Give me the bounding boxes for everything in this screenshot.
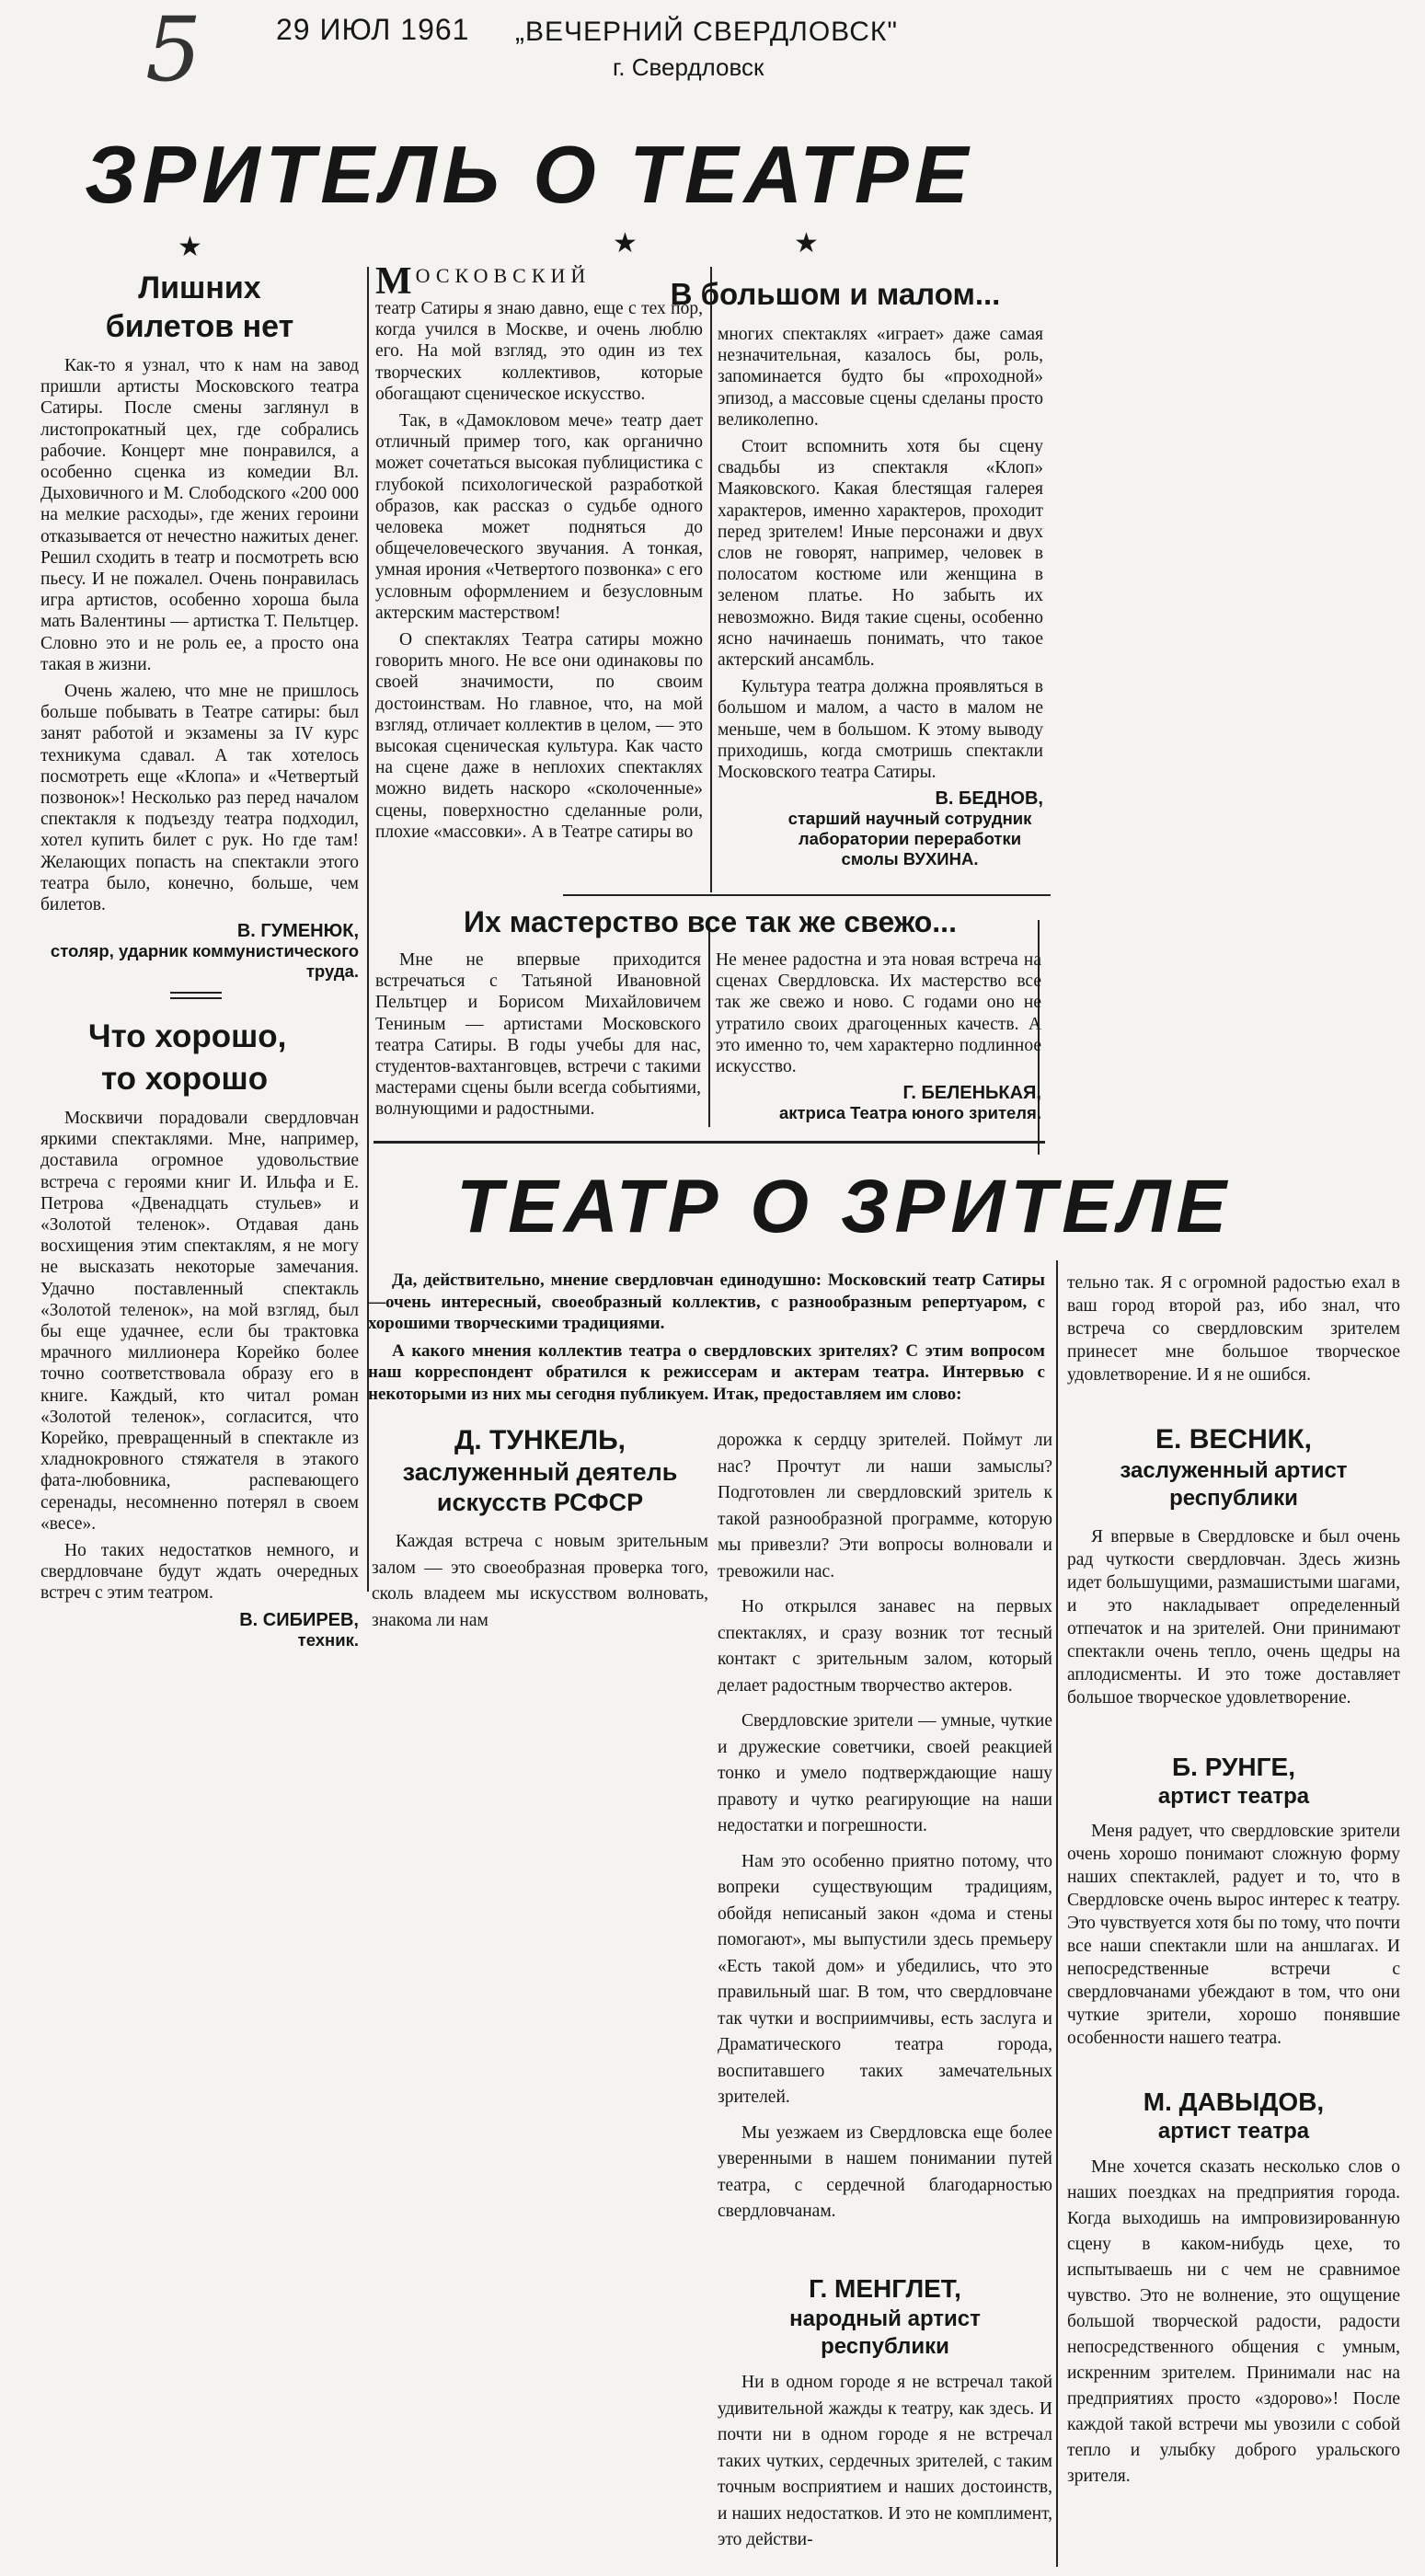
article-headline: В большом и малом...	[670, 277, 1001, 311]
article-body	[375, 260, 703, 843]
paragraph: Очень жалею, что мне не пришлось больше побывать в Театре сатиры: был занят работой и экзамены за IV курс техникума сдавал. А так хотелось посмотреть еще «Клопа» и «Четвертый позвонок»! Несколько раз перед началом спектакля к подъезду театра подходил, хотел купить билет с рук. Но где там! Желающих попасть на спектакли этого театра было, конечно, больше, чем билетов.	[40, 682, 359, 915]
paragraph: Стоит вспомнить хотя бы сцену свадьбы из спектакля «Клоп» Маяковского. Какая блестящая галерея характеров, именно характеров, проходит перед зрителем! Иные персонажи и двух слов не говорят, например, человек в полосатом костюме или женщина в зеленом платье. Но забыть их невозможно. Видя такие сцены, особенно ясно начинаешь понимать, что такое актерский ансамбль.	[718, 437, 1043, 671]
paragraph: театр Сатиры я знаю давно, еще с тех пор, когда учился в Москве, и очень люблю его. На мой взгляд, это один из тех творческих коллективов, которые обогащают сценическое искусство.	[375, 299, 703, 404]
author-name: В. ГУМЕНЮК,	[236, 921, 359, 942]
paragraph: А какого мнения коллектив театра о свердловских зрителях? С этим вопросом наш корреспондент обратился к режиссерам и актерам театра. Интервью с некоторыми из них мы сегодня публикуем. Итак, предоставляем им слово:	[368, 1340, 1045, 1404]
interviewee-name: М. ДАВЫДОВ,	[1143, 2087, 1325, 2116]
interview-body	[372, 1529, 708, 1634]
star-ornament: ★	[613, 228, 638, 259]
interview-body	[1067, 1820, 1400, 2050]
paragraph: Так, в «Дамокловом мече» театр дает отличный пример того, как органично может сочетаться высокая публицистика с глубокой психологической разработкой образов, как рассказ о судьбе одного человека может подняться до общечеловеческого звучания. А тонкая, умная ирония «Четвертого позвонка» с его условным оформлением и безусловным актерским мастерством!	[375, 411, 703, 623]
paragraph: Но открылся занавес на первых спектаклях, и сразу возник тот тесный контакт с зрительным залом, который делает радостным творчество актеров.	[718, 1597, 1052, 1696]
author-position: старший научный сотрудник лаборатории переработки смолы ВУХИНА.	[787, 809, 1032, 869]
paragraph: Москвичи порадовали свердловчан яркими спектаклями. Мне, например, доставила огромное удовольствие встреча с героями книг И. Ильфа и Е. Петрова «Двенадцать стульев» и «Золотой теленок». Отдавая дань восхищения этим спектаклям, я не могу не высказать некоторые замечания. Удачно поставленный спектакль «Золотой теленок», на мой взгляд, был бы еще удачнее, если бы трактовка мрачного миллионера Корейко более точно соответствовала образу его в книге. Каждый, кто читал роман «Золотой теленок», согласится, что Корейко, превращенный в спектакле из хладнокровного стяжателя в этакого фата-любовника, распевающего серенады, несомненно потерял в своем «весе».	[40, 1109, 359, 1534]
article-signature	[718, 788, 1043, 869]
author-name: В. БЕДНОВ,	[935, 788, 1043, 810]
author-position: столяр, ударник коммунистического труда.	[50, 941, 359, 982]
article-headline	[40, 1016, 359, 1100]
interviewee-title: заслуженный артист республики	[1120, 1458, 1348, 1511]
headline-line: то хорошо	[101, 1061, 269, 1097]
column-divider	[1056, 1260, 1058, 2567]
interview-body	[718, 2370, 1052, 2554]
article-body-right	[716, 949, 1041, 1077]
article-signature	[716, 1083, 1041, 1123]
author-position: техник.	[297, 1629, 359, 1650]
interview-body	[1067, 2155, 1400, 2490]
paragraph: О спектаклях Театра сатиры можно говорить много. Не все они одинаковы по своей значимости, по своим достоинствам. Но главное, что, на мой взгляд, отличает коллектив в целом, — это высокая сценическая культура. Как часто на сцене даже в неплохих спектаклях можно видеть наскоро «сколоченные» сцены, поверхностно сделанные роли, плохие «массовки». А в Театре сатиры во	[375, 630, 703, 842]
paragraph: Нам это особенно приятно потому, что вопреки существующим традициям, обойдя неписаный закон «дома и стены помогают», мы выпустили здесь премьеру «Есть такой дом» и убедились, что это правильный шаг. В том, что свердловчане так чутки и восприимчивы, есть заслуга и Драматического театра города, воспитавшего таких замечательных зрителей.	[718, 1851, 1052, 2107]
interviewee-title: заслуженный деятель искусств РСФСР	[402, 1458, 678, 1516]
paragraph: Ни в одном городе я не встречал такой удивительной жажды к театру, как здесь. И почти ни в одном городе я не встречал таких чутких, сердечных зрителей, с таким точным восприятием и наших достоинств, и наших недостатков. И это не комплимент, это действи-	[718, 2373, 1052, 2549]
paragraph: Мне не впервые приходится встречаться с Татьяной Ивановной Пельтцер и Борисом Михайловичем Тениным — артистами Московского театра Сатиры. В годы учебы для нас, студентов-вахтанговцев, встречи с такими мастерами сцены были всегда событиями, волнующими и радостными.	[375, 950, 701, 1120]
paragraph: Каждая встреча с новым зрительным залом — это своеобразная проверка того, сколь владеем мы искусством волновать, знакома ли нам	[372, 1532, 708, 1630]
date-stamp: 29 ИЮЛ 1961	[276, 13, 470, 46]
interview-vesnik	[1067, 1422, 1400, 1715]
interview-tunkel	[372, 1424, 708, 1643]
article-body-left	[375, 949, 701, 1126]
interview-tunkel-continuation	[718, 1428, 1052, 2235]
handwritten-page-number: 5	[145, 0, 202, 101]
interview-runge	[1067, 1752, 1400, 2055]
interviewee-title: народный артист республики	[789, 2306, 981, 2359]
paragraph: многих спектаклях «играет» даже самая незначительная, казалось бы, роль, запоминается будто бы «проходной» эпизод, а массовые сцены сделаны просто великолепно.	[718, 325, 1043, 430]
paragraph: Не менее радостна и эта новая встреча на сценах Свердловска. Их мастерство все так же свежо и ново. С годами оно не утратило своих драгоценных качеств. А это именно то, чем характерно подлинное искусство.	[716, 950, 1041, 1077]
paragraph: Культура театра должна проявляться в большом и малом, а часто в малом не меньше, чем в большом. К этому выводу приходишь, когда смотришь спектакли Московского театра Сатиры.	[718, 677, 1043, 783]
interviewee-name: Е. ВЕСНИК,	[1155, 1424, 1312, 1455]
section-intro	[368, 1270, 1045, 1410]
paragraph: Свердловские зрители — умные, чуткие и дружеские советчики, своей реакцией тонко и умело подтверждающие нашу правоту и чутко реагирующие на наши недостатки и погрешности.	[718, 1711, 1052, 1835]
paragraph: Но таких недостатков немного, и свердловчане будут ждать очередных встреч с этим театром.	[40, 1541, 359, 1604]
star-ornament: ★	[794, 228, 819, 259]
interviewee-name: Г. МЕНГЛЕТ,	[809, 2274, 961, 2303]
paragraph: Мне хочется сказать несколько слов о наших поездках на предприятия города. Когда выходишь на импровизированную сцену в каком-нибудь цехе, то испытываешь ни с чем не сравнимое чувство. Это не волнение, это ощущение большой творческой радости, радости непосредственного общения с умным, искренним зрителем. Принимали нас на предприятиях просто «здорово»! После каждой такой встречи мы увозили с собой тепло и улыбку доброго уральского зрителя.	[1067, 2157, 1400, 2486]
paragraph: Меня радует, что свердловские зрители очень хорошо понимают сложную форму наших спектаклей, радует и то, что в Свердловске очень вырос интерес к театру. Это чувствуется хотя бы по тому, что почти все наши спектакли шли на аншлагах. И непосредственные встречи с свердловчанами убеждают в том, что они чуткие зрители, хорошо понявшие особенности нашего театра.	[1067, 1822, 1400, 2048]
article-body	[40, 1108, 359, 1604]
column-divider	[710, 267, 712, 892]
paragraph: тельно так. Я с огромной радостью ехал в ваш город второй раз, ибо знал, что встреча со свердловским зрителем принесет мне большое творческое удовлетворение. И я не ошибся.	[1067, 1273, 1400, 1385]
lead-word: ОСКОВСКИЙ	[415, 264, 592, 287]
section-divider	[563, 894, 1051, 896]
interview-menglet-continuation	[1067, 1271, 1400, 1392]
interview-body	[1067, 1525, 1400, 1709]
article-what-is-good	[40, 1016, 359, 1650]
article-signature	[40, 1610, 359, 1650]
interviewee-name: Д. ТУНКЕЛЬ,	[454, 1425, 626, 1455]
paragraph: Да, действительно, мнение свердловчан единодушно: Московский театр Сатиры—очень интересный, своеобразный коллектив, с разнообразным репертуаром, с хорошими творческими традициями.	[368, 1271, 1045, 1333]
paragraph: дорожка к сердцу зрителей. Поймут ли нас? Прочтут ли наши замыслы? Подготовлен ли свердловский зритель к такой разнообразной программе, которую мы привезли? Эти вопросы волновали и тревожили нас.	[718, 1431, 1052, 1581]
interviewee-name: Б. РУНГЕ,	[1172, 1753, 1295, 1781]
paragraph: Как-то я узнал, что к нам на завод пришли артисты Московского театра Сатиры. После смены заглянул в листопрокатный цех, где собрались рабочие. Концерт мне понравился, а особенно сценка из комедии Вл. Дыховичного и М. Слободского «200 000 на мелкие расходы», где жених героини отказывается от нечестно нажитых денег. Решил сходить в театр и посмотреть всю пьесу. И не пожалел. Очень понравилась игра артистов, особенно хороша была мать Валентины — артистка Т. Пельтцер. Словно это и не роль ее, а просто она такая в жизни.	[40, 356, 359, 674]
article-body	[40, 355, 359, 915]
author-position: актриса Театра юного зрителя.	[778, 1103, 1041, 1123]
section-title-viewer-on-theatre: ЗРИТЕЛЬ О ТЕАТРЕ	[85, 129, 974, 220]
interview-davydov	[1067, 2087, 1400, 2499]
article-moscow-satire	[375, 260, 703, 848]
interviewee-title: артист театра	[1157, 2119, 1310, 2144]
article-no-spare-tickets	[40, 269, 359, 982]
headline-line: Что хорошо,	[88, 1018, 287, 1054]
drop-cap: М	[375, 260, 412, 303]
star-ornament: ★	[178, 232, 202, 262]
article-signature	[40, 921, 359, 982]
article-fresh-mastery	[375, 903, 1045, 1126]
article-body	[718, 324, 1043, 783]
article-headline: Их мастерство все так же свежо...	[464, 905, 957, 938]
interviewee-title: артист театра	[1157, 1784, 1310, 1809]
article-big-and-small	[670, 276, 1043, 869]
author-name: В. СИБИРЕВ,	[239, 1609, 359, 1630]
author-name: Г. БЕЛЕНЬКАЯ,	[902, 1083, 1041, 1104]
paragraph: Мы уезжаем из Свердловска еще более уверенными в нашем понимании путей театра, с сердечной благодарностью свердловчанам.	[718, 2122, 1052, 2221]
wavy-divider	[170, 992, 222, 999]
newspaper-name: „ВЕЧЕРНИЙ СВЕРДЛОВСК"	[515, 17, 898, 47]
section-title-theatre-on-viewer: ТЕАТР О ЗРИТЕЛЕ	[456, 1165, 1233, 1248]
paragraph: Я впервые в Свердловске и был очень рад чуткости свердловчан. Здесь жизнь идет большущими, размашистыми шагами, и это накладывает определенный отпечаток и на зрителей. Они принимают спектакли очень тепло, очень щедры на аплодисменты. И это тоже доставляет большое творческое удовлетворение.	[1067, 1527, 1400, 1708]
interview-menglet	[718, 2272, 1052, 2563]
city-name: г. Свердловск	[613, 53, 764, 81]
article-headline: Лишних билетов нет	[105, 270, 294, 344]
section-divider	[373, 1141, 1045, 1144]
